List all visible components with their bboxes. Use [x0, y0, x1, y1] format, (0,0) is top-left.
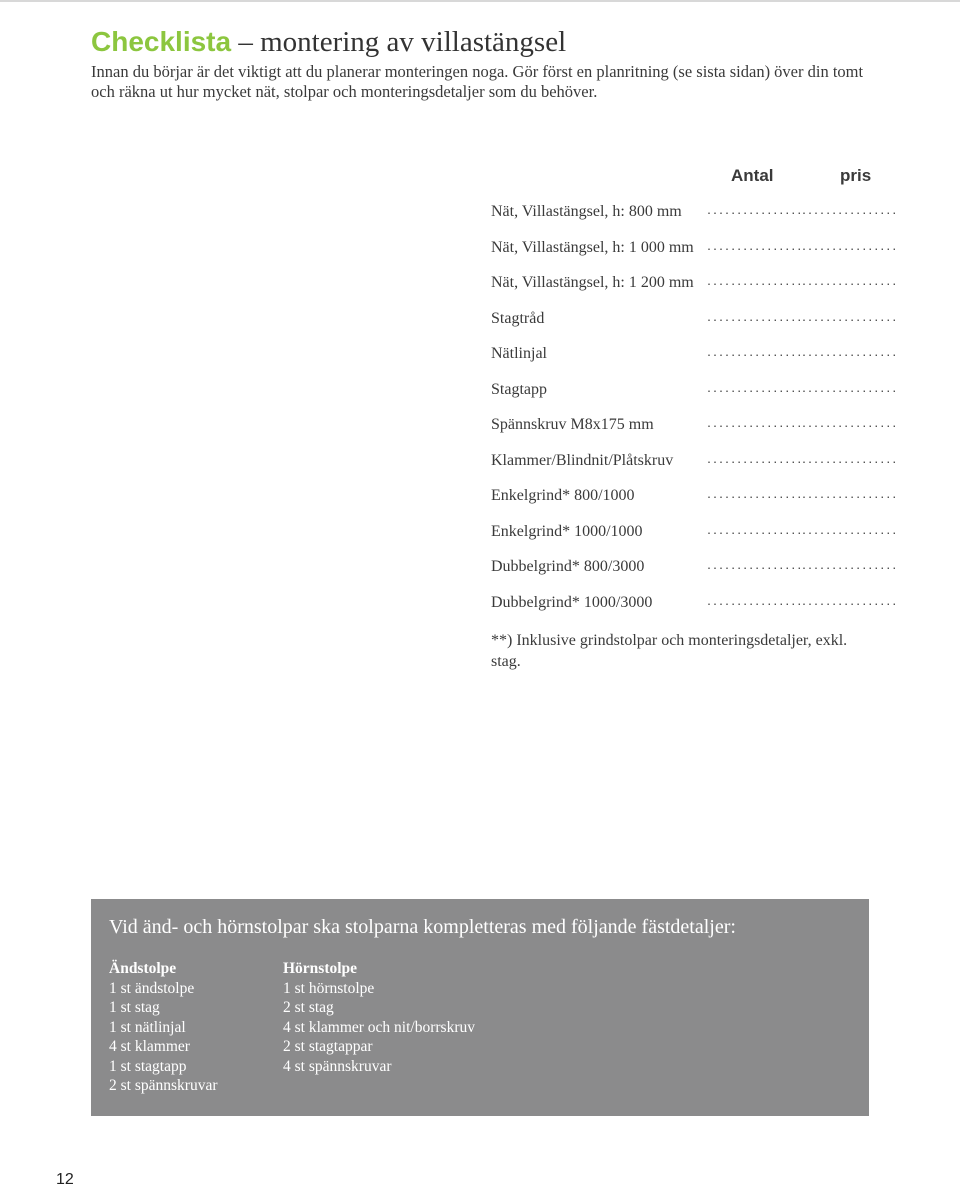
antal-field[interactable]: ................	[706, 241, 803, 253]
hornstolpe-column	[283, 959, 475, 1076]
pris-field[interactable]: ................	[801, 241, 898, 253]
antal-field[interactable]: ................	[706, 561, 803, 572]
item-label: Nät, Villastängsel, h: 1 000 mm	[491, 238, 694, 256]
pris-field[interactable]: ................	[801, 312, 898, 324]
item-label: Stagtråd	[491, 309, 545, 327]
info-panel	[91, 899, 869, 1116]
footnote: **) Inklusive grindstolpar och monteringsdetaljer, exkl. stag.	[491, 632, 848, 670]
andstolpe-item: 1 st stag	[109, 999, 160, 1016]
item-label: Klammer/Blindnit/Plåtskruv	[491, 451, 674, 469]
andstolpe-item: 4 st klammer	[109, 1038, 190, 1055]
title-accent: Checklista	[91, 26, 232, 57]
pris-field[interactable]: ................	[801, 525, 898, 537]
antal-field[interactable]: ................	[706, 277, 803, 288]
antal-field[interactable]: ................	[706, 383, 803, 395]
item-label: Stagtapp	[491, 380, 547, 398]
item-label: Nät, Villastängsel, h: 800 mm	[491, 203, 682, 220]
checklist-row	[491, 307, 898, 343]
pris-field[interactable]: ................	[801, 383, 898, 395]
antal-field[interactable]: ................	[706, 490, 803, 501]
intro-text: Innan du börjar är det viktigt att du planerar monteringen noga. Gör först en planritning (se sista sidan) över din tomt och räkna ut hur mycket nät, stolpar och monteringsdetaljer som du behöver.	[91, 62, 864, 101]
item-label: Nät, Villastängsel, h: 1 200 mm	[491, 274, 694, 291]
andstolpe-item: 1 st stagtapp	[109, 1057, 187, 1075]
column-header-antal: Antal	[731, 166, 774, 185]
item-label: Dubbelgrind* 800/3000	[491, 558, 645, 575]
pris-field[interactable]: ................	[801, 490, 898, 501]
checklist-items	[491, 200, 898, 626]
hornstolpe-item: 1 st hörnstolpe	[283, 979, 375, 997]
panel-heading: Vid änd- och hörnstolpar ska stolparna kompletteras med följande fästdetaljer:	[109, 916, 736, 938]
checklist-row	[491, 271, 898, 307]
pris-field[interactable]: ................	[801, 419, 898, 430]
antal-field[interactable]: ................	[706, 206, 803, 217]
pris-field[interactable]: ................	[801, 348, 898, 359]
andstolpe-heading: Ändstolpe	[109, 960, 177, 977]
checklist-row	[491, 555, 898, 591]
antal-field[interactable]: ................	[706, 312, 803, 324]
pris-field[interactable]: ................	[801, 206, 898, 217]
hornstolpe-heading: Hörnstolpe	[283, 960, 358, 977]
antal-field[interactable]: ................	[706, 525, 803, 537]
checklist-row	[491, 236, 898, 272]
page-number: 12	[56, 1171, 74, 1188]
checklist-row	[491, 413, 898, 449]
checklist-row	[491, 342, 898, 378]
pris-field[interactable]: ................	[801, 454, 898, 466]
top-rule	[0, 0, 960, 2]
checklist-row	[491, 449, 898, 485]
page-title	[91, 24, 566, 60]
item-label: Dubbelgrind* 1000/3000	[491, 593, 653, 611]
andstolpe-item: 1 st nätlinjal	[109, 1018, 186, 1036]
antal-field[interactable]: ................	[706, 419, 803, 430]
hornstolpe-item: 4 st spännskruvar	[283, 1057, 392, 1075]
hornstolpe-item: 2 st stag	[283, 999, 334, 1016]
item-label: Enkelgrind* 800/1000	[491, 487, 635, 504]
antal-field[interactable]: ................	[706, 348, 803, 359]
pris-field[interactable]: ................	[801, 596, 898, 608]
title-rest: – montering av villastängsel	[231, 26, 567, 58]
andstolpe-item: 1 st ändstolpe	[109, 979, 195, 997]
andstolpe-column	[109, 959, 218, 1096]
pris-field[interactable]: ................	[801, 561, 898, 572]
pris-field[interactable]: ................	[801, 277, 898, 288]
item-label: Nätlinjal	[491, 345, 547, 362]
column-header-pris: pris	[840, 166, 872, 185]
checklist-row	[491, 520, 898, 556]
checklist-row	[491, 378, 898, 414]
andstolpe-item: 2 st spännskruvar	[109, 1077, 218, 1094]
item-label: Spännskruv M8x175 mm	[491, 416, 654, 433]
antal-field[interactable]: ................	[706, 454, 803, 466]
checklist-row	[491, 484, 898, 520]
item-label: Enkelgrind* 1000/1000	[491, 522, 643, 540]
checklist-row	[491, 591, 898, 627]
hornstolpe-item: 4 st klammer och nit/borrskruv	[283, 1018, 475, 1036]
antal-field[interactable]: ................	[706, 596, 803, 608]
checklist-row	[491, 200, 898, 236]
hornstolpe-item: 2 st stagtappar	[283, 1038, 373, 1055]
